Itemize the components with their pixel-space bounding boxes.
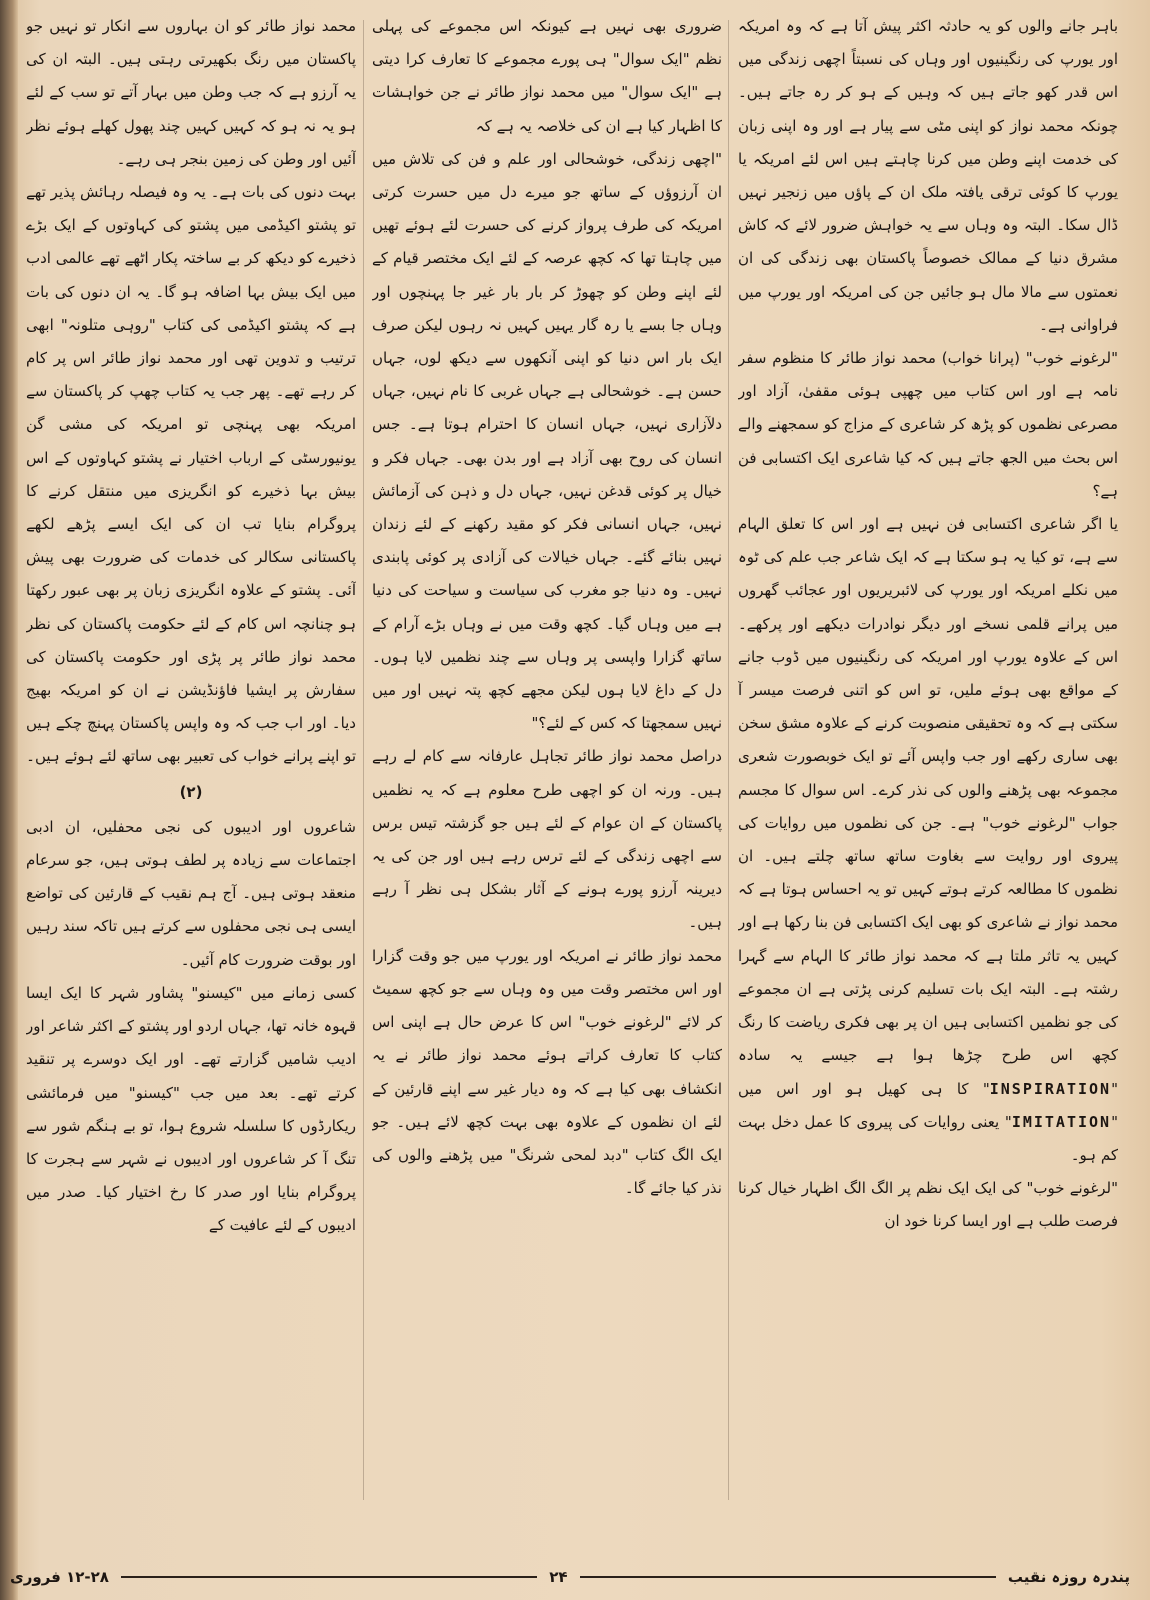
paragraph: محمد نواز طائر نے امریکہ اور یورپ میں جو وقت گزارا اور اس مختصر وقت میں وہ وہاں سے جو کچھ سمیٹ کر لائے "لرغونے خوب" اس کا عرض حال ہے اپنی اس کتاب کا تعارف کراتے ہوئے محمد نواز طائر نے یہ انکشاف بھی کیا ہے کہ وہ دیار غیر سے اپنے قارئین کے لئے ان نظموں کے علاوہ بھی بہت کچھ لائے ہیں۔ جو ایک الگ کتاب "دبد لمحی شرنگ" میں پڑھنے والوں کی نذر کیا جائے گا۔ [372,946,722,1198]
page-footer [10,1560,1130,1594]
column-middle [372,10,722,1540]
column-left [26,10,356,1540]
paragraph: "لرغونے خوب" کی ایک ایک نظم پر الگ الگ اظہار خیال کرنا فرصت طلب ہے اور ایسا کرنا خود ان [738,1179,1118,1231]
book-spine [0,0,18,1600]
page-number: ۲۴ [549,1568,568,1586]
latin-word: INSPIRATION [989,1079,1112,1098]
quote-paragraph: "اچھی زندگی، خوشحالی اور علم و فن کی تلاش میں ان آرزوؤں کے ساتھ جو میرے دل میں حسرت کرتی امریکہ کی طرف پرواز کرنے کی حسرت لئے ہوئے تھیں میں چاہتا تھا کہ کچھ عرصہ کے لئے ایک مختصر قیام کے لئے اپنے وطن کو چھوڑ کر بار بار غیر جا پہنچوں اور وہاں جا بسے یا رہ گار یہیں کہیں نہ رہوں لیکن صرف ایک بار اس دنیا کو اپنی آنکھوں سے دیکھ لوں، جہاں حسن ہے۔ خوشحالی ہے جہاں غربی کا نام نہیں، جہاں دلآزاری نہیں، جہاں انسان کا احترام ہوتا ہے۔ جس انسان کی روح بھی آزاد ہے اور بدن بھی۔ جہاں فکر و خیال پر کوئی قدغن نہیں، جہاں دل و ذہن کی آزمائش نہیں، جہاں انسانی فکر کو مقید رکھنے کے لئے زندان نہیں بنائے گئے۔ جہاں خیالات کی آزادی پر کوئی پابندی نہیں۔ وہ دنیا جو مغرب کی سیاست و سیاحت کی دنیا ہے میں وہاں گیا۔ کچھ وقت میں نے وہاں بڑے آرام کے ساتھ گزارا واپسی پر وہاں سے چند نظمیں لایا ہوں۔ دل کے داغ لایا ہوں لیکن مجھے کچھ پتہ نہیں اور میں نہیں سمجھتا کہ کس کے لئے؟" [372,149,722,733]
column-divider [728,20,729,1500]
paragraph: شاعروں اور ادیبوں کی نجی محفلیں، ان ادبی اجتماعات سے زیادہ پر لطف ہوتی ہیں، جو سرعام منعقد ہوتی ہیں۔ آج ہم نقیب کے قارئین کی تواضع ایسی ہی نجی محفلوں سے کرتے ہیں تاکہ سند رہیں اور بوقت ضرورت کام آئیں۔ [26,817,356,969]
footer-rule [121,1576,537,1578]
column-divider [363,20,364,1500]
magazine-name: پندرہ روزہ نقیب [1007,1568,1130,1586]
paragraph: یا اگر شاعری اکتسابی فن نہیں ہے اور اس کا تعلق الہام سے ہے، تو کیا یہ ہو سکتا ہے کہ ایک شاعر جب علم کی ٹوہ میں نکلے امریکہ اور یورپ کی لائبریریوں اور عجائب گھروں میں پرانے قلمی نسخے اور دیگر نوادرات دیکھے اور پرکھے۔ اس کے علاوہ یورپ اور امریکہ کی رنگینیوں میں ڈوب جانے کے مواقع بھی ہوئے ملیں، تو اس کو اتنی فرصت میسر آ سکتی ہے کہ وہ تحقیقی منصوبت کرنے کے علاوہ مشق سخن بھی ساری رکھے اور جب واپس آئے تو ایک خوبصورت شعری مجموعہ بھی پڑھنے والوں کی نذر کرے۔ اس سوال کا مجسم جواب "لرغونے خوب" ہے۔ جن کی نظموں میں روایات کی پیروی اور روایت سے بغاوت ساتھ ساتھ چلتے ہیں۔ ان نظموں کا مطالعہ کرتے ہوتے کہیں تو یہ احساس ہوتا ہے کہ محمد نواز نے شاعری کو بھی ایک اکتسابی فن بنا رکھا ہے اور کہیں یہ تاثر ملتا ہے کہ محمد نواز طائر کا الہام سے گہرا رشتہ ہے۔ البتہ ایک بات تسلیم کرنی پڑتی ہے ان مجموعے کی جو نظمیں اکتسابی ہیں ان پر بھی فکری ریاضت کا رنگ کچھ اس طرح چڑھا ہوا ہے جیسے یہ سادہ "INSPIRATION" کا ہی کھیل ہو اور اس میں "IMITATION" یعنی روایات کی پیروی کا عمل دخل بہت کم ہو۔ [738,515,1118,1164]
section-number: (۲) [179,782,203,801]
paragraph: "لرغونے خوب" (پرانا خواب) محمد نواز طائر کا منظوم سفر نامہ ہے اور اس کتاب میں چھپی ہوئی مقفیٰ، آزاد اور مصرعی نظموں کو پڑھ کر شاعری کے مزاج کو سمجھنے والے اس بحث میں الجھ جاتے ہیں کہ کیا شاعری ایک اکتسابی فن ہے؟ [738,349,1118,500]
paragraph: کسی زمانے میں "کیسنو" پشاور شہر کا ایک ایسا قہوہ خانہ تھا، جہاں اردو اور پشتو کے اکثر شاعر اور ادیب شامیں گزارتے تھے۔ اور ایک دوسرے پر تنقید کرتے تھے۔ بعد میں جب "کیسنو" میں فرمائشی ریکارڈوں کا سلسلہ شروع ہوا، تو بے ہنگم شور سے تنگ آ کر شاعروں اور ادیبوں نے شہر سے ہجرت کا پروگرام بنایا اور صدر کا رخ اختیار کیا۔ صدر میں ادیبوں کے لئے عافیت کے [26,983,356,1235]
paragraph: محمد نواز طائر کو ان بہاروں سے انکار تو نہیں جو پاکستان میں رنگ بکھیرتی رہتی ہیں۔ البتہ ان کی یہ آرزو ہے کہ جب وطن میں بہار آتے تو سب کے لئے ہو یہ نہ ہو کہ کہیں کہیں چند پھول کھلے ہوئے نظر آئیں اور وطن کی زمین بنجر ہی رہے۔ [26,17,356,168]
paragraph: باہر جانے والوں کو یہ حادثہ اکثر پیش آتا ہے کہ وہ امریکہ اور یورپ کی رنگینیوں اور وہاں کی نسبتاً اچھی زندگی میں اس قدر کھو جاتے ہیں کہ وہیں کے ہو کر رہ جاتے ہیں۔ چونکہ محمد نواز کو اپنی مٹی سے پیار ہے اور وہ اپنی زبان کی خدمت اپنے وطن میں کرنا چاہتے ہیں اس لئے امریکہ یا یورپ کا کوئی ترقی یافتہ ملک ان کے پاؤں میں زنجیر نہیں ڈال سکا۔ البتہ وہ وہاں سے یہ خواہش ضرور لائے کہ کاش مشرق دنیا کے ممالک خصوصاً پاکستان بھی زندگی کی ان نعمتوں سے مالا مال ہو جائیں جن کی امریکہ اور یورپ میں فراوانی ہے۔ [738,17,1118,334]
issue-date: ۱۲-۲۸ فروری [10,1568,109,1586]
column-right [738,10,1118,1540]
latin-word: IMITATION [1011,1112,1112,1131]
paragraph: ضروری بھی نہیں ہے کیونکہ اس مجموعے کی پہلی نظم "ایک سوال" ہی پورے مجموعے کا تعارف کرا دیتی ہے "ایک سوال" میں محمد نواز طائر نے جن خواہشات کا اظہار کیا ہے ان کی خلاصہ یہ ہے کہ [372,17,722,135]
footer-rule [580,1576,996,1578]
paragraph: دراصل محمد نواز طائر تجاہل عارفانہ سے کام لے رہے ہیں۔ ورنہ ان کو اچھی طرح معلوم ہے کہ یہ نظمیں پاکستان کے ان عوام کے لئے ہیں جو گزشتہ تیس برس سے اچھی زندگی کے لئے ترس رہے ہیں اور جن کی یہ دیرینہ آرزو پورے ہونے کے آثار بشکل ہی نظر آ رہے ہیں۔ [372,747,722,932]
paragraph: بہت دنوں کی بات ہے۔ یہ وہ فیصلہ رہائش پذیر تھے تو پشتو اکیڈمی میں پشتو کی کہاوتوں کے ایک بڑے ذخیرے کو دیکھ کر بے ساختہ پکار اٹھے تھے عالمی ادب میں ایک بیش بہا اضافہ ہو گا۔ یہ ان دنوں کی بات ہے کہ پشتو اکیڈمی کی کتاب "روہی متلونہ" ابھی ترتیب و تدوین تھی اور محمد نواز طائر اس پر کام کر رہے تھے۔ پھر جب یہ کتاب چھپ کر پاکستان سے امریکہ بھی پہنچی تو امریکہ کی مشی گن یونیورسٹی کے ارباب اختیار نے پشتو کہاوتوں کے اس بیش بہا ذخیرے کو انگریزی میں منتقل کرنے کا پروگرام بنایا تب ان کی ایک ایسے پڑھے لکھے پاکستانی سکالر کی خدمات کی ضرورت بھی پیش آئی۔ پشتو کے علاوہ انگریزی زبان پر بھی عبور رکھتا ہو چنانچہ اس کام کے لئے حکومت پاکستان کی نظر محمد نواز طائر پر پڑی اور حکومت پاکستان کی سفارش پر ایشیا فاؤنڈیشن نے ان کو امریکہ بھیج دیا۔ اور اب جب کہ وہ واپس پاکستان پہنچ چکے ہیں تو اپنے پرانے خواب کی تعبیر بھی ساتھ لئے ہوئے ہیں۔ [26,183,356,766]
